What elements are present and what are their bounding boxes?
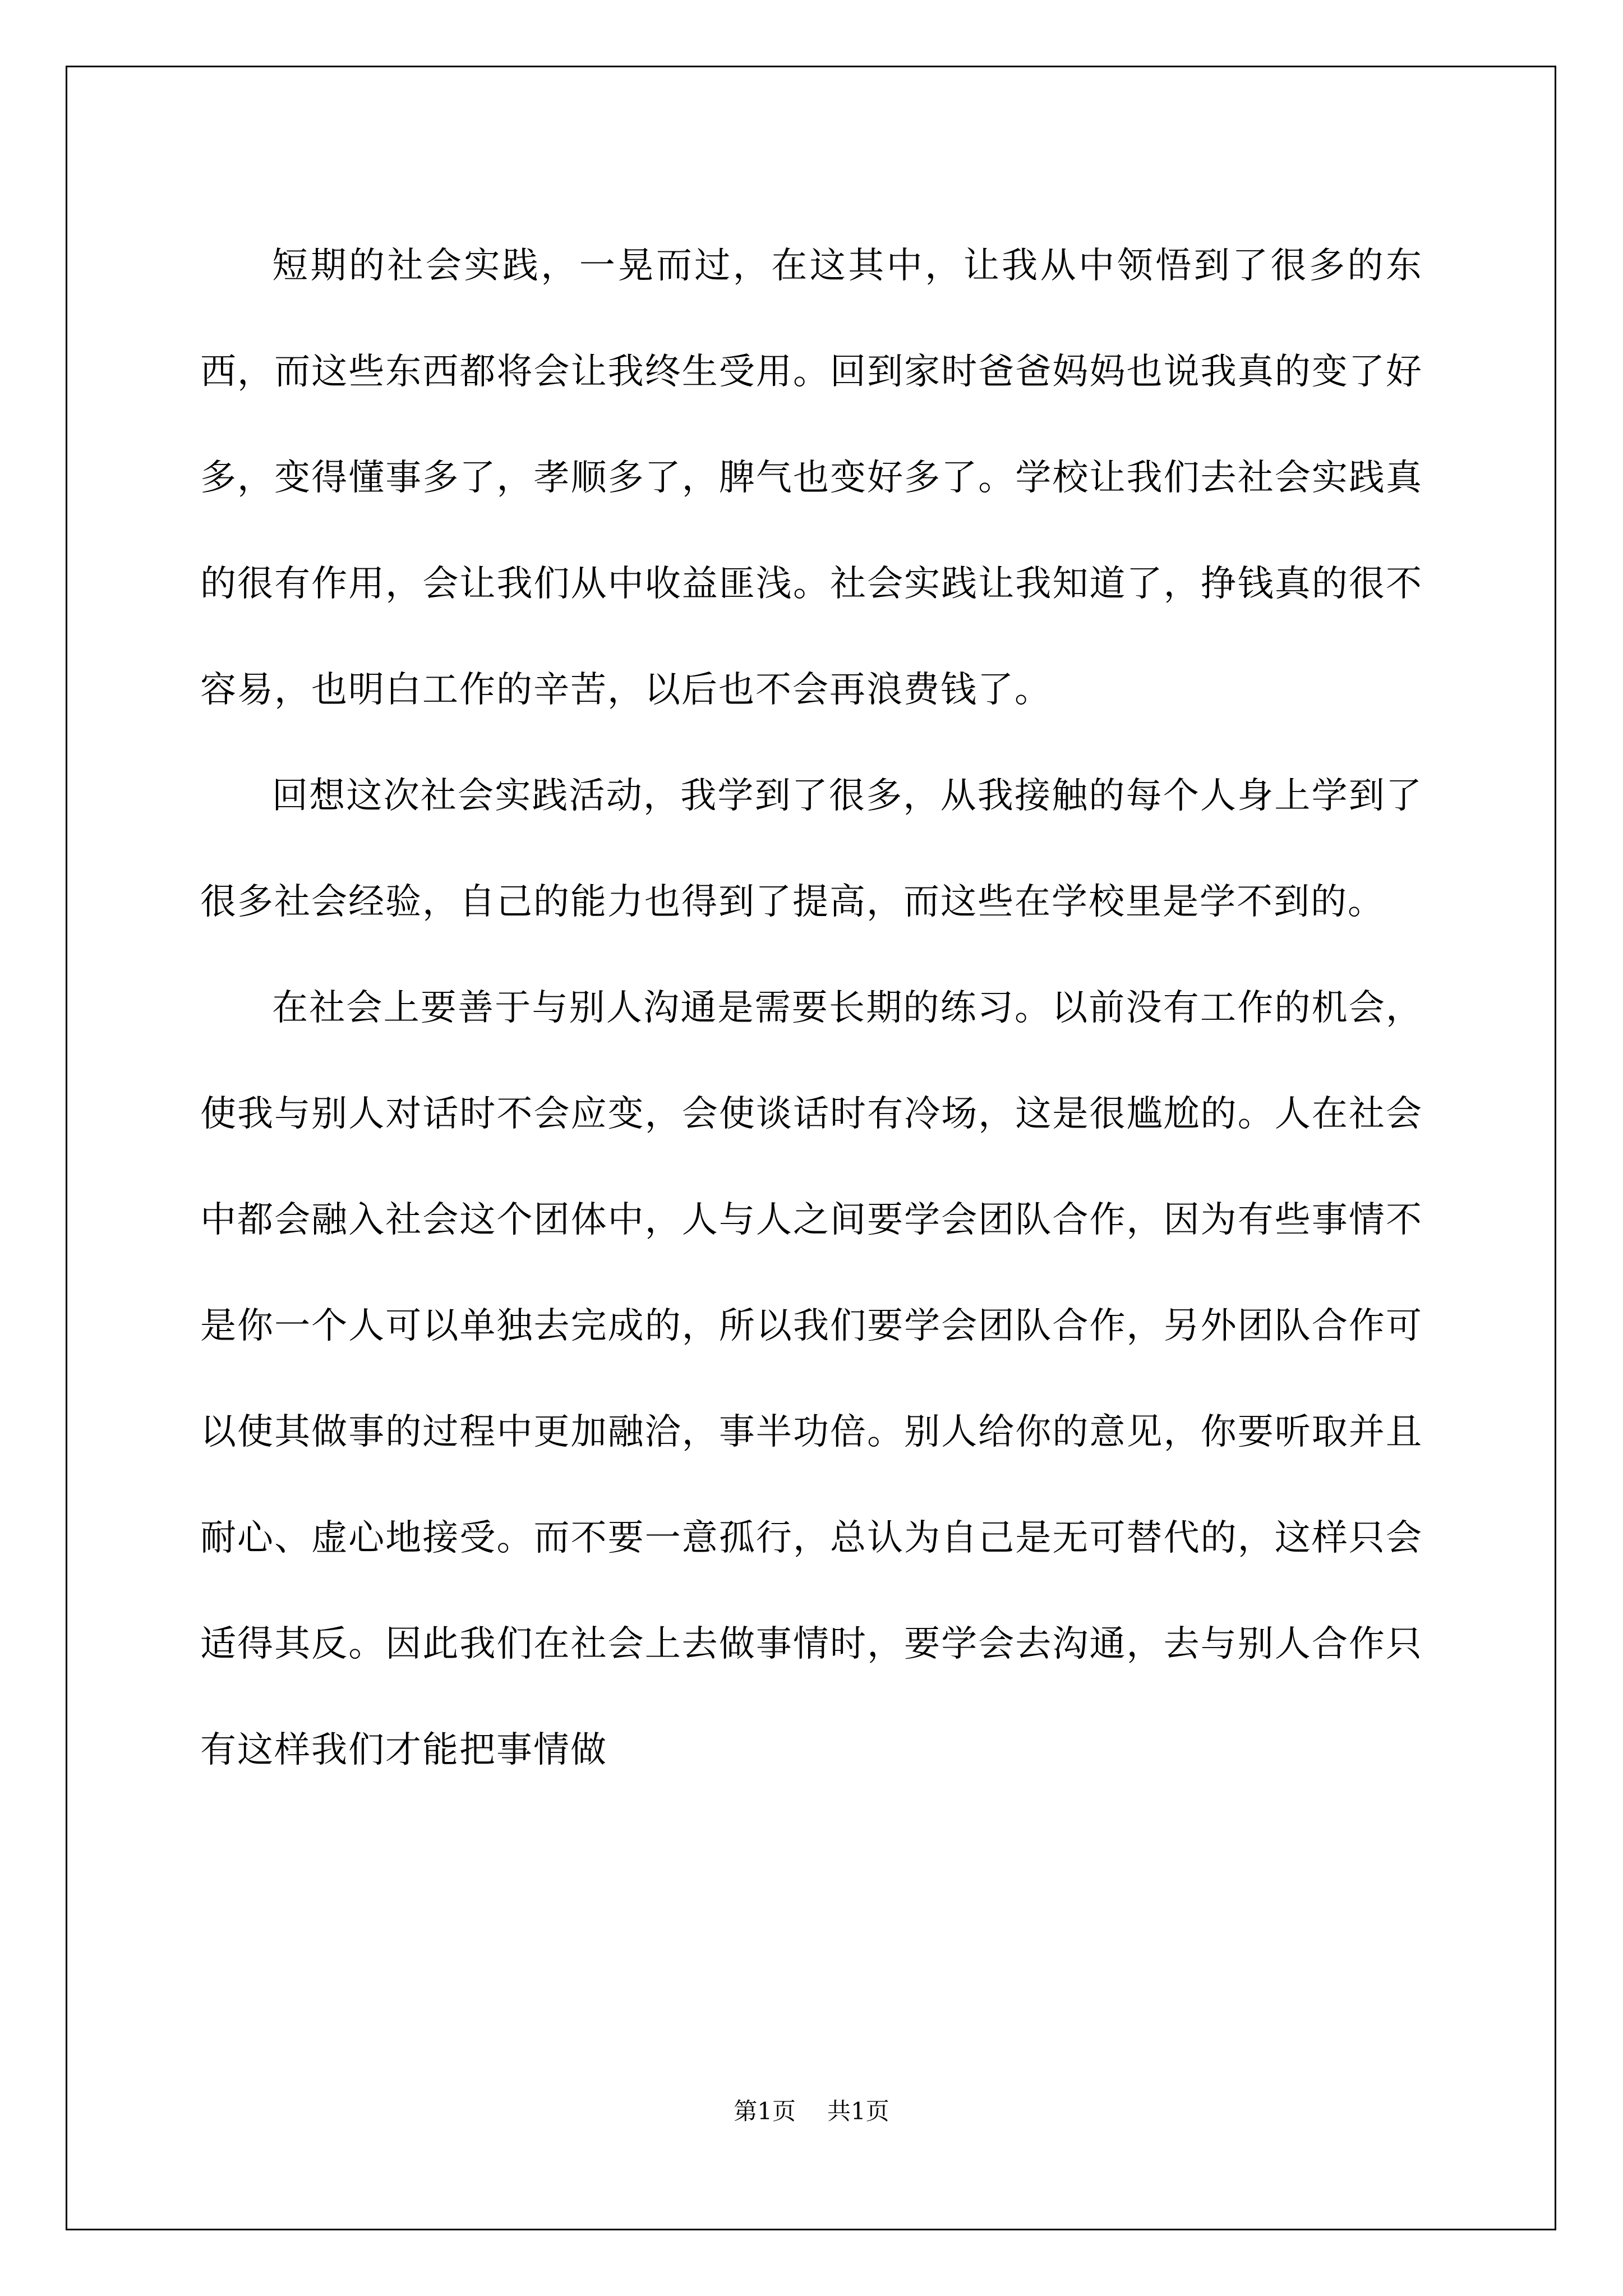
page-footer (0, 2095, 1623, 2128)
paragraph-2: 回想这次社会实践活动，我学到了很多，从我接触的每个人身上学到了很多社会经验，自己的能力也得到了提高，而这些在学校里是学不到的。 (200, 775, 1423, 923)
paragraph-3: 在社会上要善于与别人沟通是需要长期的练习。以前没有工作的机会，使我与别人对话时不会应变，会使谈话时有冷场，这是很尴尬的。人在社会中都会融入社会这个团体中，人与人之间要学会团队合作，因为有些事情不是你一个人可以单独去完成的，所以我们要学会团队合作，另外团队合作可以使其做事的过程中更加融洽，事半功倍。别人给你的意见，你要听取并且耐心、虚心地接受。而不要一意孤行，总认为自己是无可替代的，这样只会适得其反。因此我们在社会上去做事情时，要学会去沟通，去与别人合作只有这样我们才能把事情做 (200, 987, 1423, 1771)
page-total: 共1页 (827, 2097, 889, 2125)
document-body (200, 213, 1423, 1803)
page-number: 第1页 (734, 2097, 796, 2125)
paragraph-1: 短期的社会实践，一晃而过，在这其中，让我从中领悟到了很多的东西，而这些东西都将会让我终生受用。回到家时爸爸妈妈也说我真的变了好多，变得懂事多了，孝顺多了，脾气也变好多了。学校让我们去社会实践真的很有作用，会让我们从中收益匪浅。社会实践让我知道了，挣钱真的很不容易，也明白工作的辛苦，以后也不会再浪费钱了。 (200, 245, 1423, 711)
